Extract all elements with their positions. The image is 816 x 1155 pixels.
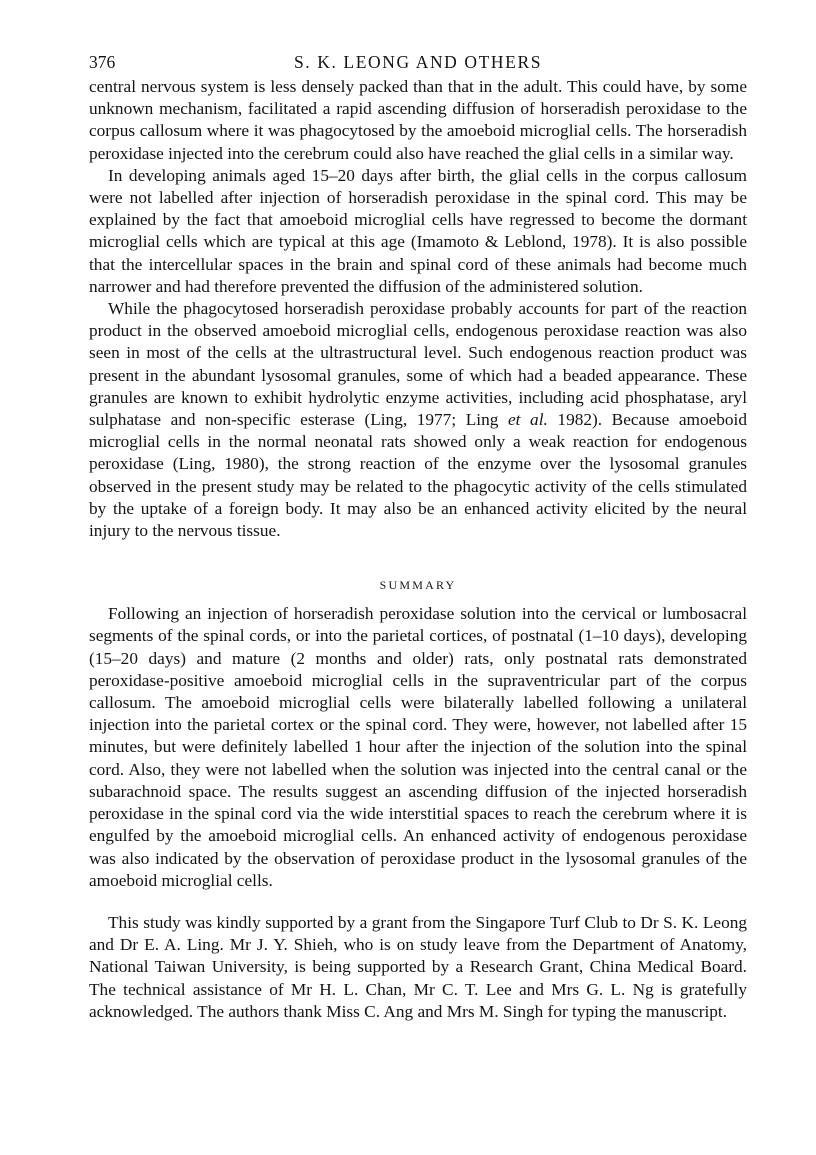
- body-paragraph-3: [89, 298, 747, 542]
- paragraph-3-text-a: While the phagocytosed horseradish peroxidase probably accounts for part of the reaction product in the observed amoeboid microglial cells, endogenous peroxidase reaction was also seen in most of the cells at the ultrastructural level. Such endogenous reaction product was present in the abundant lysosomal granules, some of which had a beaded appearance. These granules are known to exhibit hydrolytic enzyme activities, including acid phosphatase, aryl sulphatase and non-specific esterase (Ling, 1977; Ling: [89, 299, 747, 430]
- page-number: 376: [89, 52, 116, 72]
- et-al-citation: et al.: [507, 410, 548, 430]
- body-paragraph-1: central nervous system is less densely packed than that in the adult. This could have, by some unknown mechanism, facilitated a rapid ascending diffusion of horseradish peroxidase to the corpus callosum where it was phagocytosed by the amoeboid microglial cells. The horseradish peroxidase injected into the cerebrum could also have reached the glial cells in a similar way.: [89, 77, 747, 163]
- page: [89, 48, 747, 1023]
- page-header: [89, 48, 747, 76]
- body-paragraph-2: In developing animals aged 15–20 days after birth, the glial cells in the corpus callosum were not labelled after injection of horseradish peroxidase in the spinal cord. This may be explained by the fact that amoeboid microglial cells have regressed to become the dormant microglial cells which are typical at this age (Imamoto & Leblond, 1978). It is also possible that the intercellular spaces in the brain and spinal cord of these animals had become much narrower and had therefore prevented the diffusion of the administered solution.: [89, 165, 747, 296]
- acknowledgement-paragraph: This study was kindly supported by a grant from the Singapore Turf Club to Dr S. K. Leong and Dr E. A. Ling. Mr J. Y. Shieh, who is on study leave from the Department of Anatomy, National Taiwan University, is being supported by a Research Grant, China Medical Board. The technical assistance of Mr H. L. Chan, Mr C. T. Lee and Mrs G. L. Ng is gratefully acknowledged. The authors thank Miss C. Ang and Mrs M. Singh for typing the manuscript.: [89, 912, 747, 1021]
- summary-paragraph: Following an injection of horseradish peroxidase solution into the cervical or lumbosacral segments of the spinal cords, or into the parietal cortices, of postnatal (1–10 days), developing (15–20 days) and mature (2 months and older) rats, only postnatal rats demonstrated peroxidase-positive amoeboid microglial cells in the supraventricular part of the corpus callosum. The amoeboid microglial cells were bilaterally labelled following a unilateral injection into the parietal cortex or the spinal cord. They were, however, not labelled after 15 minutes, but were definitely labelled 1 hour after the injection of the solution into the spinal cord. Also, they were not labelled when the solution was injected into the central canal or the subarachnoid space. The results suggest an ascending diffusion of the injected horseradish peroxidase in the spinal cord via the wide interstitial spaces to reach the cerebrum where it is engulfed by the amoeboid microglial cells. An enhanced activity of endogenous peroxidase was also indicated by the observation of peroxidase product in the lysosomal granules of the amoeboid microglial cells.: [89, 604, 747, 890]
- running-title: S. K. LEONG AND OTHERS: [293, 52, 543, 72]
- summary-heading: SUMMARY: [379, 578, 457, 593]
- paragraph-3-text-b: 1982). Because amoeboid microglial cells in the normal neonatal rats showed only a weak reaction for endogenous peroxidase (Ling, 1980), the strong reaction of the enzyme over the lysosomal granules observed in the present study may be related to the phagocytic activity of the cells stimulated by the uptake of a foreign body. It may also be an enhanced activity elicited by the neural injury to the nervous tissue.: [89, 410, 747, 541]
